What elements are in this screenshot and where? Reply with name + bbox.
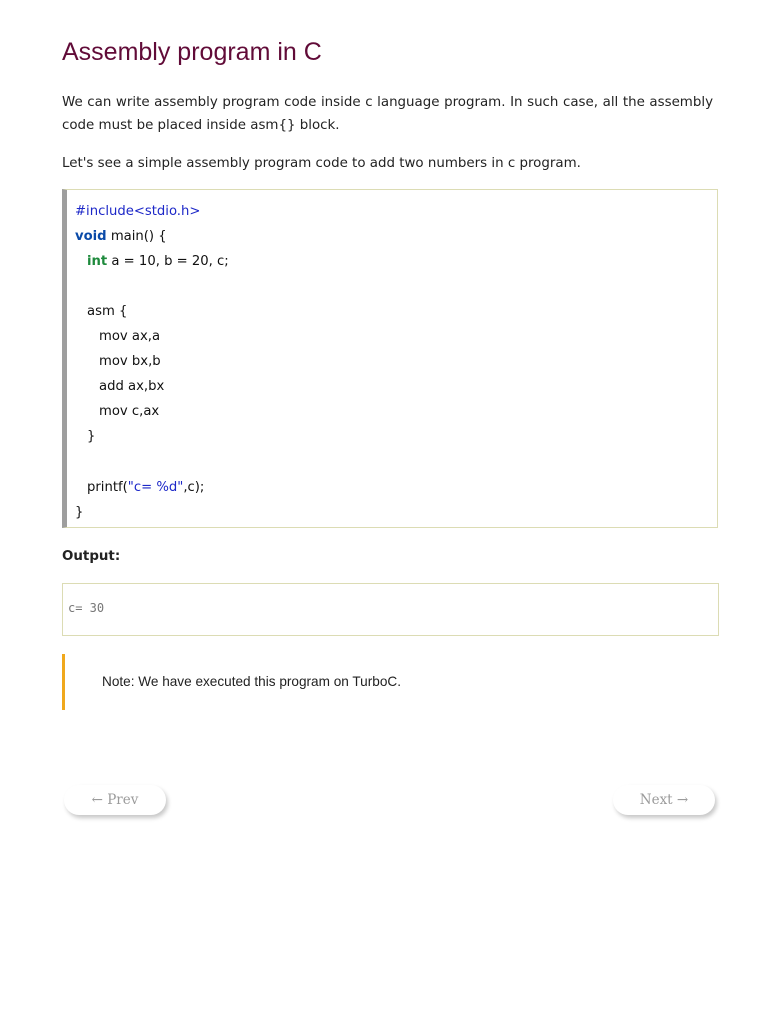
output-block	[62, 583, 719, 636]
code-line-asm-open: asm {	[87, 304, 128, 319]
code-line-asm-close: }	[87, 429, 96, 444]
intro-paragraph: We can write assembly program code inside c language program. In such case, all the assembly code must be placed inside asm{} block.	[62, 95, 713, 133]
code-line-mov1: mov ax,a	[99, 329, 161, 344]
code-line-include	[75, 202, 200, 222]
main-signature: main() {	[106, 229, 167, 244]
note-text: Note: We have executed this program on TurboC.	[102, 674, 401, 689]
code-line-printf	[87, 478, 204, 498]
output-label: Output:	[62, 549, 121, 564]
declaration: a = 10, b = 20, c;	[107, 254, 229, 269]
prev-button[interactable]: ← Prev	[64, 785, 166, 815]
include-directive: #include<stdio.h>	[75, 204, 201, 219]
code-line-mov3: mov c,ax	[99, 404, 160, 419]
code-line-decl	[87, 252, 229, 272]
lead-paragraph: Let's see a simple assembly program code to add two numbers in c program.	[62, 156, 581, 171]
printf-args: ,c);	[183, 480, 205, 495]
code-line-add: add ax,bx	[99, 379, 165, 394]
code-line-main	[75, 227, 167, 247]
code-line-main-close: }	[75, 505, 84, 520]
printf-call: printf(	[87, 480, 128, 495]
next-button[interactable]: Next →	[613, 785, 715, 815]
code-line-mov2: mov bx,b	[99, 354, 161, 369]
printf-string: "c= %d"	[127, 480, 184, 495]
code-block	[62, 189, 718, 528]
page-title: Assembly program in C	[62, 38, 322, 66]
output-text: c= 30	[68, 601, 105, 615]
int-keyword: int	[87, 254, 108, 269]
void-keyword: void	[75, 229, 107, 244]
note-callout	[62, 654, 721, 710]
